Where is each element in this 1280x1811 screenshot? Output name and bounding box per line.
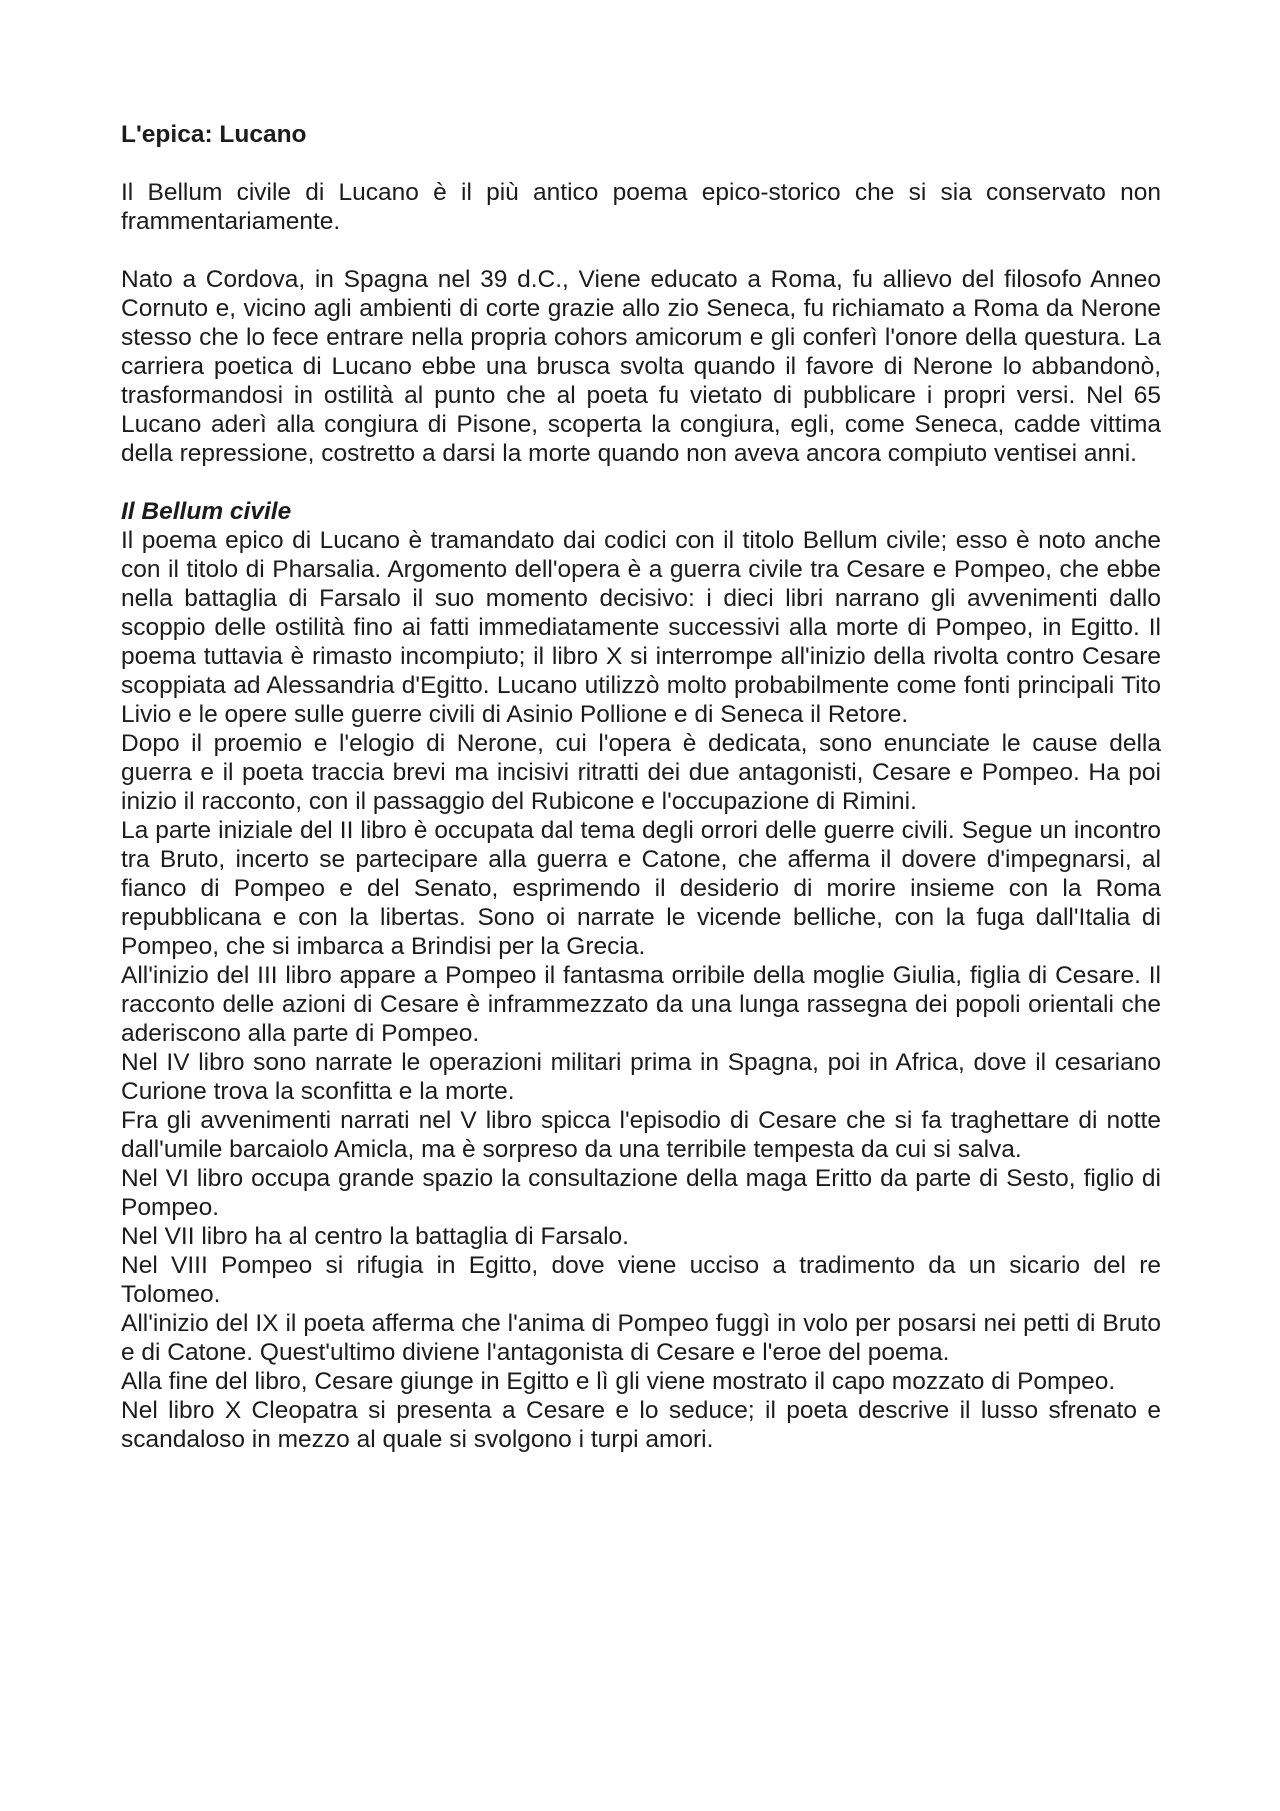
section-title: Il Bellum civile (121, 498, 292, 525)
section-paragraph: Nel IV libro sono narrate le operazioni militari prima in Spagna, poi in Africa, dove il cesariano Curione trova la sconfitta e la morte. (121, 1049, 1161, 1105)
document-page (121, 120, 1161, 1454)
intro-paragraph: Il Bellum civile di Lucano è il più antico poema epico-storico che si sia conservato non frammentariamente. (121, 179, 1161, 235)
section-paragraph: Nel VII libro ha al centro la battaglia di Farsalo. (121, 1223, 629, 1250)
section-paragraph: Fra gli avvenimenti narrati nel V libro spicca l'episodio di Cesare che si fa traghettare di notte dall'umile barcaiolo Amicla, ma è sorpreso da una terribile tempesta da cui si salva. (121, 1107, 1161, 1163)
biography-paragraph: Nato a Cordova, in Spagna nel 39 d.C., Viene educato a Roma, fu allievo del filosofo Anneo Cornuto e, vicino agli ambienti di corte grazie allo zio Seneca, fu richiamato a Roma da Nerone stesso che lo fece entrare nella propria cohors amicorum e gli conferì l'onore della questura. La carriera poetica di Lucano ebbe una brusca svolta quando il favore di Nerone lo abbandonò, trasformandosi in ostilità al punto che al poeta fu vietato di pubblicare i propri versi. Nel 65 Lucano aderì alla congiura di Pisone, scoperta la congiura, egli, come Seneca, cadde vittima della repressione, costretto a darsi la morte quando non aveva ancora compiuto ventisei anni. (121, 266, 1161, 467)
section-paragraph: Dopo il proemio e l'elogio di Nerone, cui l'opera è dedicata, sono enunciate le cause della guerra e il poeta traccia brevi ma incisivi ritratti dei due antagonisti, Cesare e Pompeo. Ha poi inizio il racconto, con il passaggio del Rubicone e l'occupazione di Rimini. (121, 730, 1161, 815)
section-paragraph: All'inizio del III libro appare a Pompeo il fantasma orribile della moglie Giulia, figlia di Cesare. Il racconto delle azioni di Cesare è inframmezzato da una lunga rassegna dei popoli orientali che aderiscono alla parte di Pompeo. (121, 962, 1161, 1047)
section-paragraph: Il poema epico di Lucano è tramandato dai codici con il titolo Bellum civile; esso è noto anche con il titolo di Pharsalia. Argomento dell'opera è a guerra civile tra Cesare e Pompeo, che ebbe nella battaglia di Farsalo il suo momento decisivo: i dieci libri narrano gli avvenimenti dallo scoppio delle ostilità fino ai fatti immediatamente successivi alla morte di Pompeo, in Egitto. Il poema tuttavia è rimasto incompiuto; il libro X si interrompe all'inizio della rivolta contro Cesare scoppiata ad Alessandria d'Egitto. Lucano utilizzò molto probabilmente come fonti principali Tito Livio e le opere sulle guerre civili di Asinio Pollione e di Seneca il Retore. (121, 527, 1161, 728)
section-paragraph: Nel VI libro occupa grande spazio la consultazione della maga Eritto da parte di Sesto, figlio di Pompeo. (121, 1165, 1161, 1221)
section-paragraph: Nel VIII Pompeo si rifugia in Egitto, dove viene ucciso a tradimento da un sicario del re Tolomeo. (121, 1252, 1161, 1308)
document-title: L'epica: Lucano (121, 121, 307, 148)
section-paragraph: All'inizio del IX il poeta afferma che l'anima di Pompeo fuggì in volo per posarsi nei petti di Bruto e di Catone. Quest'ultimo diviene l'antagonista di Cesare e l'eroe del poema. (121, 1310, 1161, 1366)
section-paragraph: Nel libro X Cleopatra si presenta a Cesare e lo seduce; il poeta descrive il lusso sfrenato e scandaloso in mezzo al quale si svolgono i turpi amori. (121, 1397, 1161, 1453)
section-paragraph: Alla fine del libro, Cesare giunge in Egitto e lì gli viene mostrato il capo mozzato di Pompeo. (121, 1368, 1116, 1395)
section-paragraph: La parte iniziale del II libro è occupata dal tema degli orrori delle guerre civili. Segue un incontro tra Bruto, incerto se partecipare alla guerra e Catone, che afferma il dovere d'impegnarsi, al fianco di Pompeo e del Senato, esprimendo il desiderio di morire insieme con la Roma repubblicana e con la libertas. Sono oi narrate le vicende belliche, con la fuga dall'Italia di Pompeo, che si imbarca a Brindisi per la Grecia. (121, 817, 1161, 960)
